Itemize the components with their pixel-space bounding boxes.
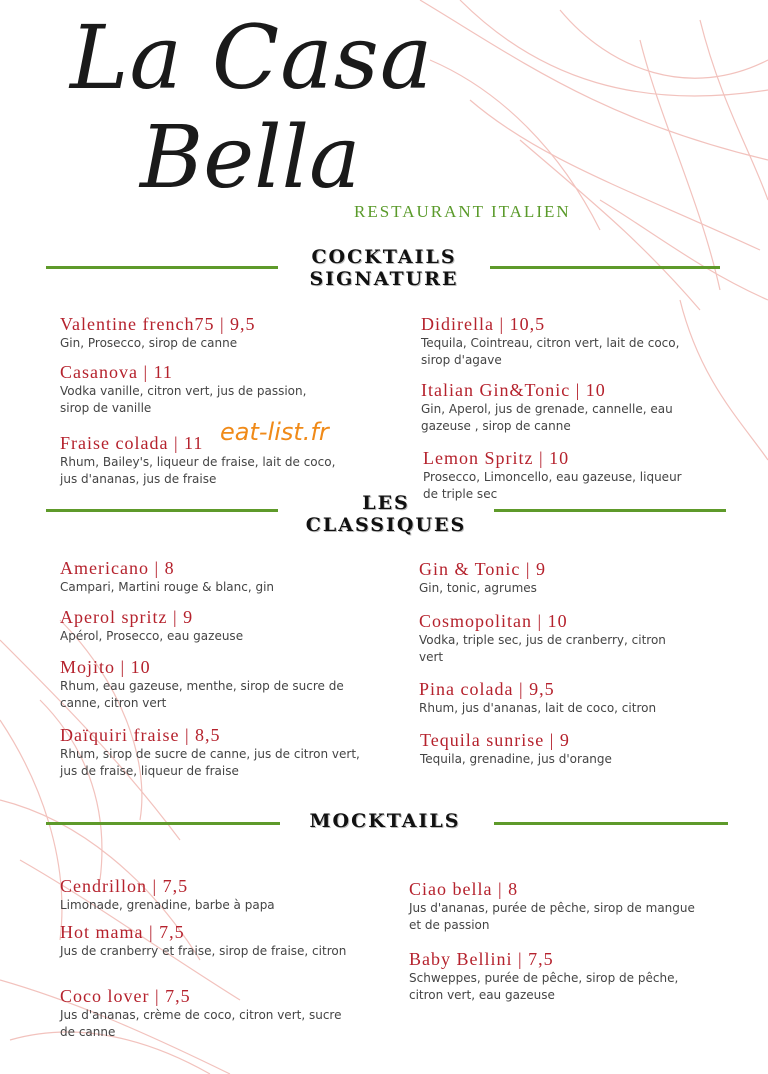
menu-item	[60, 607, 360, 645]
menu-item-title: Daïquiri fraise | 8,5	[60, 725, 221, 745]
menu-item-title: Coco lover | 7,5	[60, 986, 191, 1006]
menu-item-title: Lemon Spritz | 10	[423, 448, 570, 468]
menu-item-title: Americano | 8	[60, 558, 175, 578]
logo-text-la-casa: La Casa	[70, 6, 434, 109]
menu-item-description: Tequila, grenadine, jus d'orange	[420, 752, 612, 766]
menu-item-description: Limonade, grenadine, barbe à papa	[60, 898, 275, 912]
watermark-text: eat-list.fr	[220, 418, 329, 446]
menu-item-description: Prosecco, Limoncello, eau gazeuse, liqueur de triple sec	[423, 470, 682, 501]
menu-item	[60, 362, 310, 417]
section-heading-cocktails-signature: COCKTAILS SIGNATURE	[309, 246, 459, 290]
menu-item	[60, 314, 360, 352]
menu-item-description: Gin, Prosecco, sirop de canne	[60, 336, 238, 350]
menu-item-description: Jus d'ananas, purée de pêche, sirop de mangue et de passion	[409, 901, 695, 932]
menu-item-title: Italian Gin&Tonic | 10	[421, 380, 606, 400]
logo-text-bella: Bella	[140, 108, 361, 208]
menu-item-description: Rhum, Bailey's, liqueur de fraise, lait de coco, jus d'ananas, jus de fraise	[60, 455, 336, 486]
menu-item	[419, 679, 719, 717]
menu-item	[409, 949, 709, 1004]
menu-item-title: Pina colada | 9,5	[419, 679, 555, 699]
restaurant-subtitle: RESTAURANT ITALIEN	[354, 202, 571, 221]
menu-item	[421, 314, 711, 369]
menu-item-description: Vodka vanille, citron vert, jus de passion, sirop de vanille	[60, 384, 307, 415]
menu-item-description: Vodka, triple sec, jus de cranberry, citron vert	[419, 633, 666, 664]
section-divider	[494, 509, 726, 512]
menu-item	[60, 657, 365, 712]
menu-item-description: Jus de cranberry et fraise, sirop de fraise, citron	[60, 944, 347, 958]
menu-item-description: Rhum, jus d'ananas, lait de coco, citron	[419, 701, 657, 715]
menu-item-description: Gin, tonic, agrumes	[419, 581, 537, 595]
menu-item-description: Jus d'ananas, crème de coco, citron vert, sucre de canne	[60, 1008, 342, 1039]
menu-item	[60, 986, 360, 1041]
menu-item-description: Tequila, Cointreau, citron vert, lait de coco, sirop d'agave	[421, 336, 680, 367]
menu-item-description: Rhum, eau gazeuse, menthe, sirop de sucre de canne, citron vert	[60, 679, 344, 710]
menu-item-description: Schweppes, purée de pêche, sirop de pêche, citron vert, eau gazeuse	[409, 971, 679, 1002]
menu-item-title: Tequila sunrise | 9	[420, 730, 570, 750]
menu-item-title: Cosmopolitan | 10	[419, 611, 568, 631]
menu-item	[60, 725, 370, 780]
menu-item	[421, 380, 721, 435]
menu-item	[60, 558, 360, 596]
menu-item-title: Casanova | 11	[60, 362, 173, 382]
menu-item-title: Baby Bellini | 7,5	[409, 949, 554, 969]
menu-item-title: Valentine french75 | 9,5	[60, 314, 256, 334]
section-heading-les-classiques: LES CLASSIQUES	[305, 492, 467, 536]
section-divider	[490, 266, 720, 269]
menu-item	[60, 876, 360, 914]
menu-item-description: Gin, Aperol, jus de grenade, cannelle, eau gazeuse , sirop de canne	[421, 402, 673, 433]
section-divider	[46, 266, 278, 269]
menu-item-title: Fraise colada | 11	[60, 433, 204, 453]
menu-item-description: Rhum, sirop de sucre de canne, jus de citron vert, jus de fraise, liqueur de fraise	[60, 747, 360, 778]
section-divider	[46, 509, 278, 512]
section-heading-mocktails: MOCKTAILS	[309, 810, 461, 832]
menu-item-title: Mojito | 10	[60, 657, 151, 677]
section-divider	[494, 822, 728, 825]
menu-item-description: Apérol, Prosecco, eau gazeuse	[60, 629, 244, 643]
section-divider	[46, 822, 280, 825]
menu-item	[419, 559, 719, 597]
menu-item	[420, 730, 720, 768]
menu-item	[60, 922, 360, 960]
menu-item-description: Campari, Martini rouge & blanc, gin	[60, 580, 275, 594]
menu-item-title: Aperol spritz | 9	[60, 607, 194, 627]
menu-item	[419, 611, 679, 666]
menu-item-title: Ciao bella | 8	[409, 879, 519, 899]
menu-item-title: Didirella | 10,5	[421, 314, 546, 334]
menu-item-title: Gin & Tonic | 9	[419, 559, 547, 579]
menu-item	[409, 879, 699, 934]
menu-item-title: Hot mama | 7,5	[60, 922, 185, 942]
menu-item-title: Cendrillon | 7,5	[60, 876, 189, 896]
